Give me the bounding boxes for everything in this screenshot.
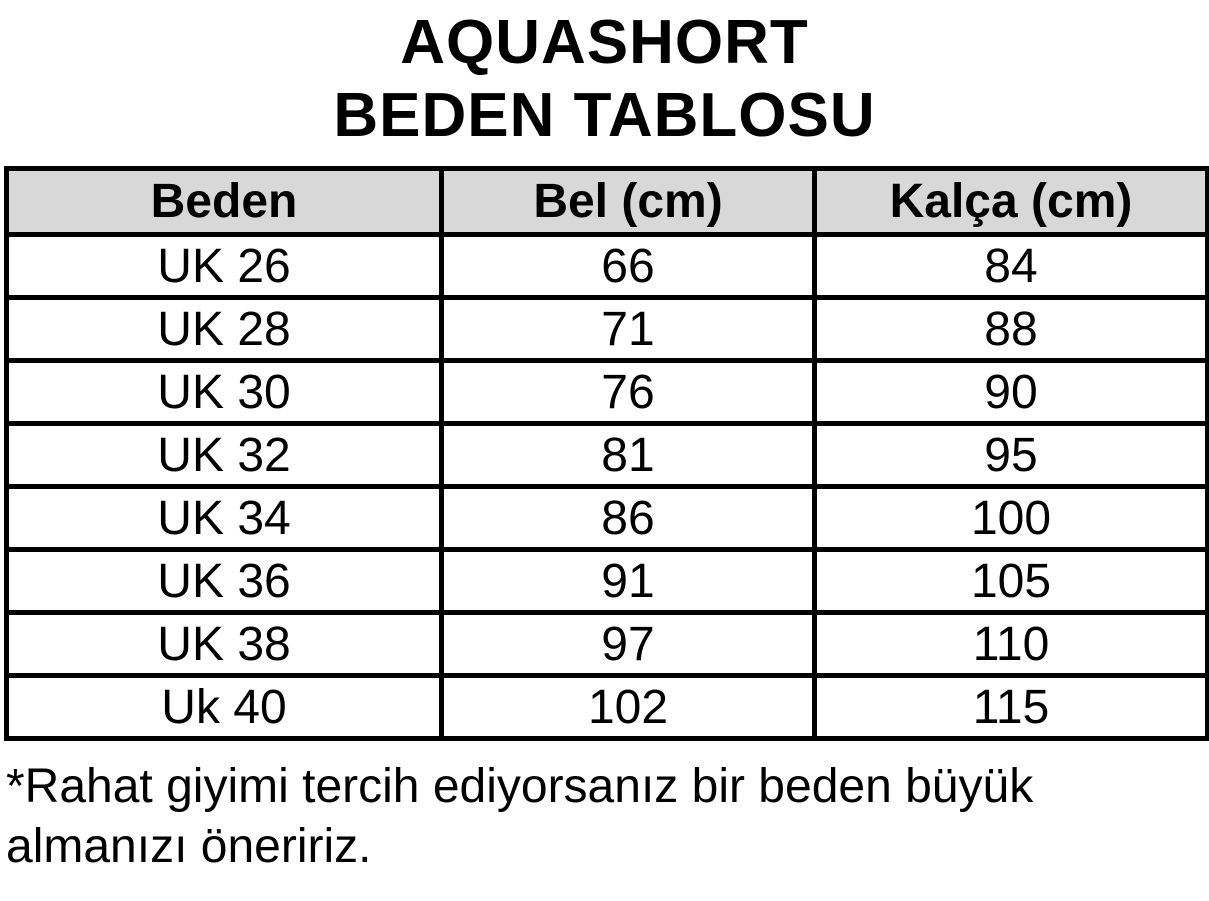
table-cell: 97 <box>442 613 815 676</box>
table-cell: 115 <box>815 676 1208 739</box>
table-cell: 95 <box>815 424 1208 487</box>
size-chart-body <box>7 235 1208 739</box>
table-row <box>7 487 1208 550</box>
table-cell: 76 <box>442 361 815 424</box>
table-cell: UK 32 <box>7 424 442 487</box>
table-row <box>7 550 1208 613</box>
table-cell: UK 26 <box>7 235 442 298</box>
table-cell: 84 <box>815 235 1208 298</box>
size-footnote: *Rahat giyimi tercih ediyorsanız bir beden büyük almanızı öneririz. <box>6 760 1034 874</box>
table-cell: 102 <box>442 676 815 739</box>
table-cell: Uk 40 <box>7 676 442 739</box>
table-cell: 110 <box>815 613 1208 676</box>
page-title <box>0 6 1209 152</box>
column-header-kalca: Kalça (cm) <box>815 169 1208 235</box>
table-row <box>7 613 1208 676</box>
table-row <box>7 424 1208 487</box>
table-cell: UK 30 <box>7 361 442 424</box>
table-cell: UK 28 <box>7 298 442 361</box>
table-cell: UK 36 <box>7 550 442 613</box>
table-cell: 71 <box>442 298 815 361</box>
table-cell: 91 <box>442 550 815 613</box>
header-row <box>7 169 1208 235</box>
page-title-line1: AQUASHORT <box>400 8 809 77</box>
column-header-beden: Beden <box>7 169 442 235</box>
table-row <box>7 676 1208 739</box>
table-cell: 90 <box>815 361 1208 424</box>
page-title-line2: BEDEN TABLOSU <box>333 81 876 151</box>
table-row <box>7 235 1208 298</box>
table-row <box>7 361 1208 424</box>
table-cell: UK 38 <box>7 613 442 676</box>
table-row <box>7 298 1208 361</box>
size-chart-table <box>4 166 1209 741</box>
table-cell: 105 <box>815 550 1208 613</box>
table-cell: 86 <box>442 487 815 550</box>
size-chart-header <box>7 169 1208 235</box>
table-cell: 88 <box>815 298 1208 361</box>
table-cell: 66 <box>442 235 815 298</box>
table-cell: UK 34 <box>7 487 442 550</box>
table-cell: 81 <box>442 424 815 487</box>
table-cell: 100 <box>815 487 1208 550</box>
column-header-bel: Bel (cm) <box>442 169 815 235</box>
